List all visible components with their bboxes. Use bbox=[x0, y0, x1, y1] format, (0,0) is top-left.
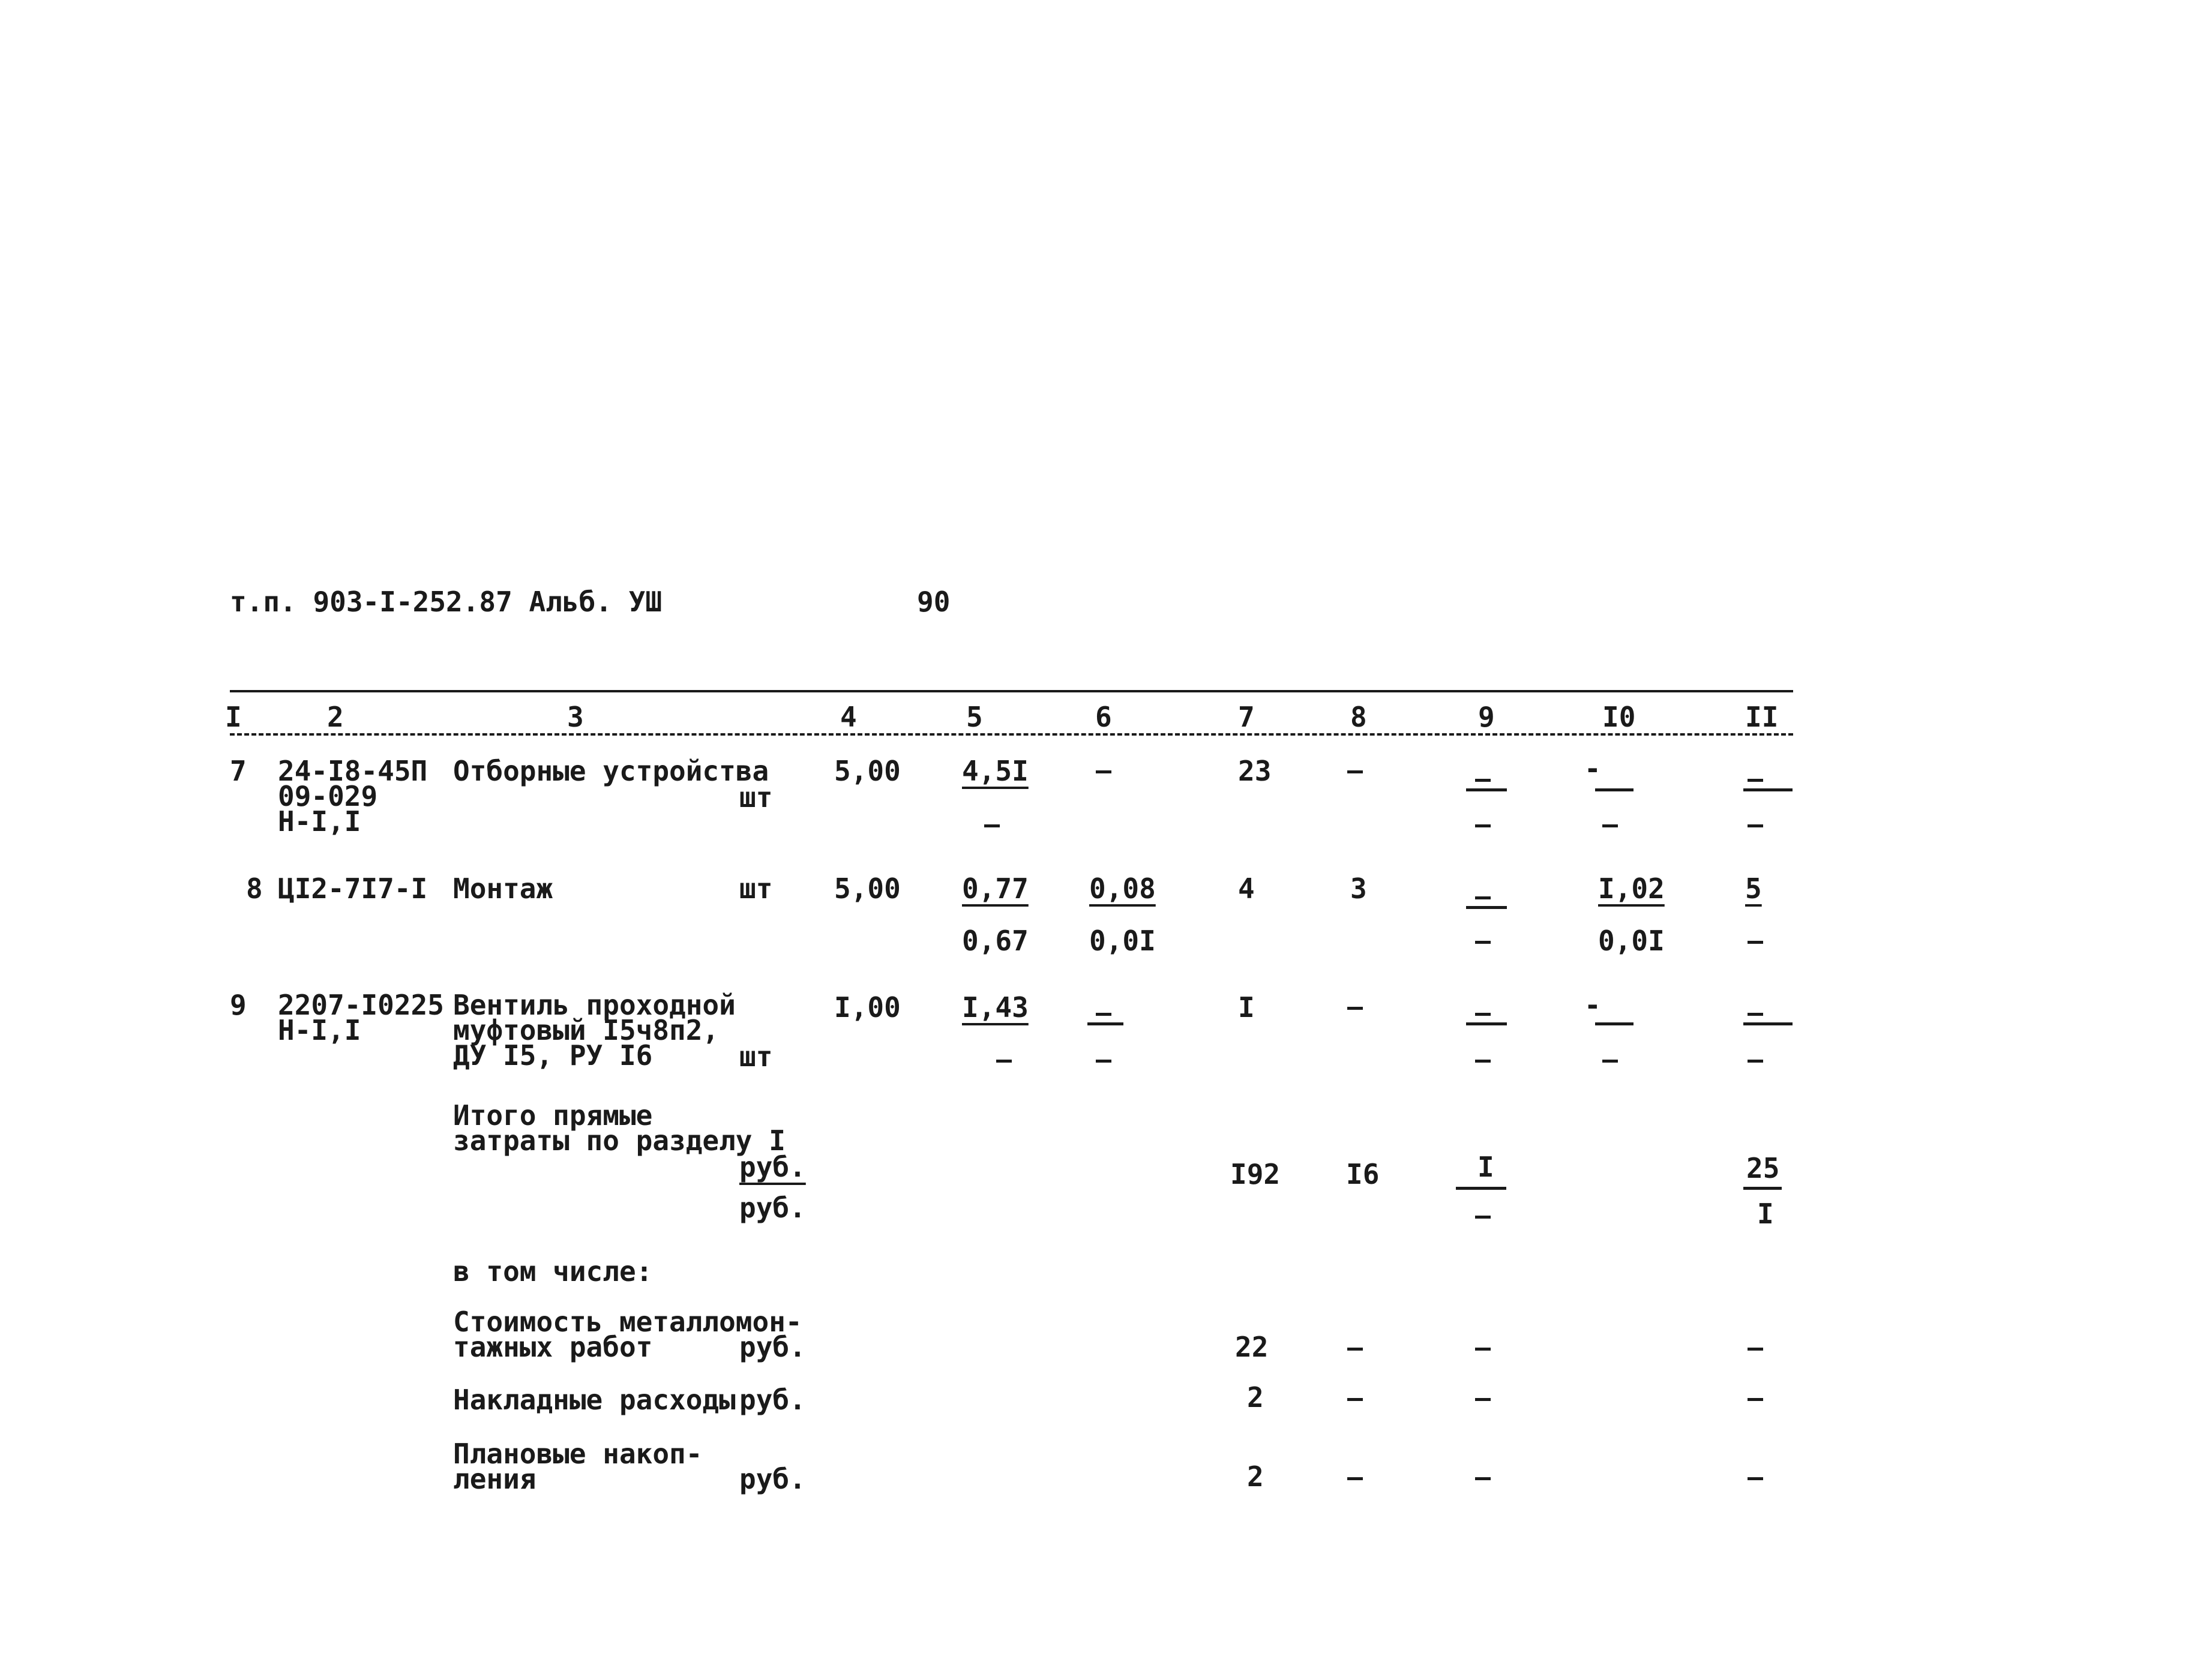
breakdown-unit: руб. bbox=[739, 1331, 806, 1363]
column-header-9: 9 bbox=[1478, 701, 1495, 733]
total-unit-top: руб. bbox=[739, 1151, 806, 1183]
row-code-line: Н-I,I bbox=[278, 805, 361, 838]
column-header-8: 8 bbox=[1350, 701, 1367, 733]
row-quantity: I,00 bbox=[834, 991, 901, 1024]
including-label: в том числе: bbox=[453, 1255, 653, 1288]
breakdown-unit: руб. bbox=[739, 1384, 806, 1416]
row-col10-rule bbox=[1595, 1022, 1633, 1025]
row-col9-top-dash bbox=[1475, 896, 1491, 899]
row-code-line: ЦI2-7I7-I bbox=[278, 872, 428, 905]
row-col6-dash bbox=[1096, 770, 1111, 773]
row-col11-rule bbox=[1743, 788, 1793, 791]
row-number: 7 bbox=[230, 755, 247, 787]
column-header-4: 4 bbox=[840, 701, 857, 733]
column-header-1: I bbox=[225, 701, 242, 733]
row-name-line: Вентиль проходной bbox=[453, 989, 736, 1021]
row-col8-dash bbox=[1347, 1007, 1363, 1010]
column-header-5: 5 bbox=[966, 701, 983, 733]
row-code-line: 24-I8-45П bbox=[278, 755, 428, 787]
total-col8-value: I6 bbox=[1346, 1158, 1380, 1190]
row-col10-top: I,02 bbox=[1598, 872, 1665, 905]
row-col11-bottom-dash bbox=[1748, 1060, 1763, 1063]
row-col11-value: 5 bbox=[1745, 872, 1762, 905]
breakdown-col8-dash bbox=[1347, 1477, 1363, 1480]
breakdown-unit: руб. bbox=[739, 1463, 806, 1495]
row-col8-value: 3 bbox=[1350, 872, 1367, 905]
row-col11-bottom-dash bbox=[1748, 824, 1763, 827]
total-label-line: Итого прямые bbox=[453, 1099, 653, 1132]
row-col10-bottom: 0,0I bbox=[1598, 925, 1665, 957]
row-col5-value: 4,5I bbox=[962, 755, 1029, 787]
breakdown-col9-dash bbox=[1475, 1348, 1491, 1351]
row-col10-top: - bbox=[1584, 989, 1601, 1021]
row-col7-value: 23 bbox=[1238, 755, 1272, 787]
column-header-rule bbox=[230, 733, 1793, 736]
row-col11-top-dash bbox=[1748, 1013, 1763, 1016]
breakdown-col9-dash bbox=[1475, 1477, 1491, 1480]
row-col11-bottom-dash bbox=[1748, 941, 1763, 944]
total-col9-bottom-dash bbox=[1475, 1216, 1491, 1219]
row-col9-rule bbox=[1466, 906, 1507, 909]
document-reference: т.п. 903-I-252.87 Альб. УШ bbox=[230, 586, 663, 618]
row-name-line: Отборные устройства bbox=[453, 755, 769, 787]
total-label-line: затраты по разделу I bbox=[453, 1124, 786, 1157]
row-col5-top: 0,77 bbox=[962, 872, 1029, 905]
breakdown-label-line: Стоимость металломон- bbox=[453, 1306, 802, 1338]
row-col9-bottom-dash bbox=[1475, 1060, 1491, 1063]
column-header-11: II bbox=[1745, 701, 1779, 733]
row-col5-bottom: 0,67 bbox=[962, 925, 1029, 957]
breakdown-col11-dash bbox=[1748, 1477, 1763, 1480]
column-header-3: 3 bbox=[567, 701, 584, 733]
row-code-line: Н-I,I bbox=[278, 1014, 361, 1046]
breakdown-label-line: Плановые накоп- bbox=[453, 1438, 703, 1470]
total-unit-bottom: руб. bbox=[739, 1192, 806, 1224]
row-col6-bottom: 0,0I bbox=[1089, 925, 1156, 957]
row-col6-top: 0,08 bbox=[1089, 872, 1156, 905]
breakdown-col8-dash bbox=[1347, 1348, 1363, 1351]
total-col9-value: I bbox=[1477, 1151, 1494, 1183]
row-col5-value: I,43 bbox=[962, 991, 1029, 1024]
row-quantity: 5,00 bbox=[834, 872, 901, 905]
row-col7-value: I bbox=[1238, 991, 1255, 1024]
row-number: 9 bbox=[230, 989, 247, 1021]
row-col7-value: 4 bbox=[1238, 872, 1255, 905]
breakdown-col7-value: 2 bbox=[1247, 1460, 1264, 1493]
row-name-line: ДУ I5, РУ I6 bbox=[453, 1039, 653, 1072]
row-col10-rule bbox=[1595, 788, 1633, 791]
total-col11-rule bbox=[1743, 1187, 1782, 1190]
breakdown-col7-value: 22 bbox=[1235, 1331, 1269, 1363]
breakdown-col11-dash bbox=[1748, 1348, 1763, 1351]
row-col9-bottom-dash bbox=[1475, 824, 1491, 827]
page-number: 90 bbox=[917, 586, 951, 618]
column-header-2: 2 bbox=[327, 701, 344, 733]
column-header-10: I0 bbox=[1602, 701, 1636, 733]
row-col10-bottom-dash bbox=[1602, 1060, 1618, 1063]
breakdown-label-line: ления bbox=[453, 1463, 536, 1495]
row-code-line: 2207-I0225 bbox=[278, 989, 444, 1021]
row-col6-top-dash bbox=[1096, 1013, 1111, 1016]
breakdown-label-line: тажных работ bbox=[453, 1331, 653, 1363]
row-col9-bottom-dash bbox=[1475, 941, 1491, 944]
row-col8-dash bbox=[1347, 770, 1363, 773]
total-col9-rule bbox=[1456, 1187, 1506, 1190]
row-unit: шт bbox=[739, 781, 773, 814]
row-col5-dash bbox=[984, 824, 1000, 827]
breakdown-label-line: Накладные расходы bbox=[453, 1384, 736, 1416]
row-number: 8 bbox=[246, 872, 263, 905]
breakdown-col11-dash bbox=[1748, 1398, 1763, 1401]
row-quantity: 5,00 bbox=[834, 755, 901, 787]
row-col10-bottom-dash bbox=[1602, 824, 1618, 827]
table-top-rule bbox=[230, 690, 1793, 692]
total-col11-top: 25 bbox=[1746, 1152, 1780, 1184]
row-col9-top-dash bbox=[1475, 1013, 1491, 1016]
column-header-7: 7 bbox=[1238, 701, 1255, 733]
row-code-line: 09-029 bbox=[278, 780, 378, 812]
row-name-line: муфтовый I5ч8п2, bbox=[453, 1014, 720, 1046]
row-col5-dash bbox=[996, 1060, 1012, 1063]
row-col6-rule bbox=[1087, 1022, 1123, 1025]
row-col10-top: - bbox=[1584, 752, 1601, 785]
breakdown-col7-value: 2 bbox=[1247, 1381, 1264, 1414]
total-col11-bottom: I bbox=[1757, 1198, 1774, 1230]
row-col9-rule bbox=[1466, 788, 1507, 791]
row-unit: шт bbox=[739, 1040, 773, 1073]
breakdown-col8-dash bbox=[1347, 1398, 1363, 1401]
row-name-line: Монтаж bbox=[453, 872, 553, 905]
total-col7-value: I92 bbox=[1230, 1158, 1281, 1190]
row-col6-bottom-dash bbox=[1096, 1060, 1111, 1063]
row-col11-rule bbox=[1743, 1022, 1793, 1025]
row-col11-top-dash bbox=[1748, 779, 1763, 782]
row-col9-rule bbox=[1466, 1022, 1507, 1025]
row-col9-top-dash bbox=[1475, 779, 1491, 782]
column-header-6: 6 bbox=[1095, 701, 1112, 733]
breakdown-col9-dash bbox=[1475, 1398, 1491, 1401]
row-unit: шт bbox=[739, 872, 773, 905]
